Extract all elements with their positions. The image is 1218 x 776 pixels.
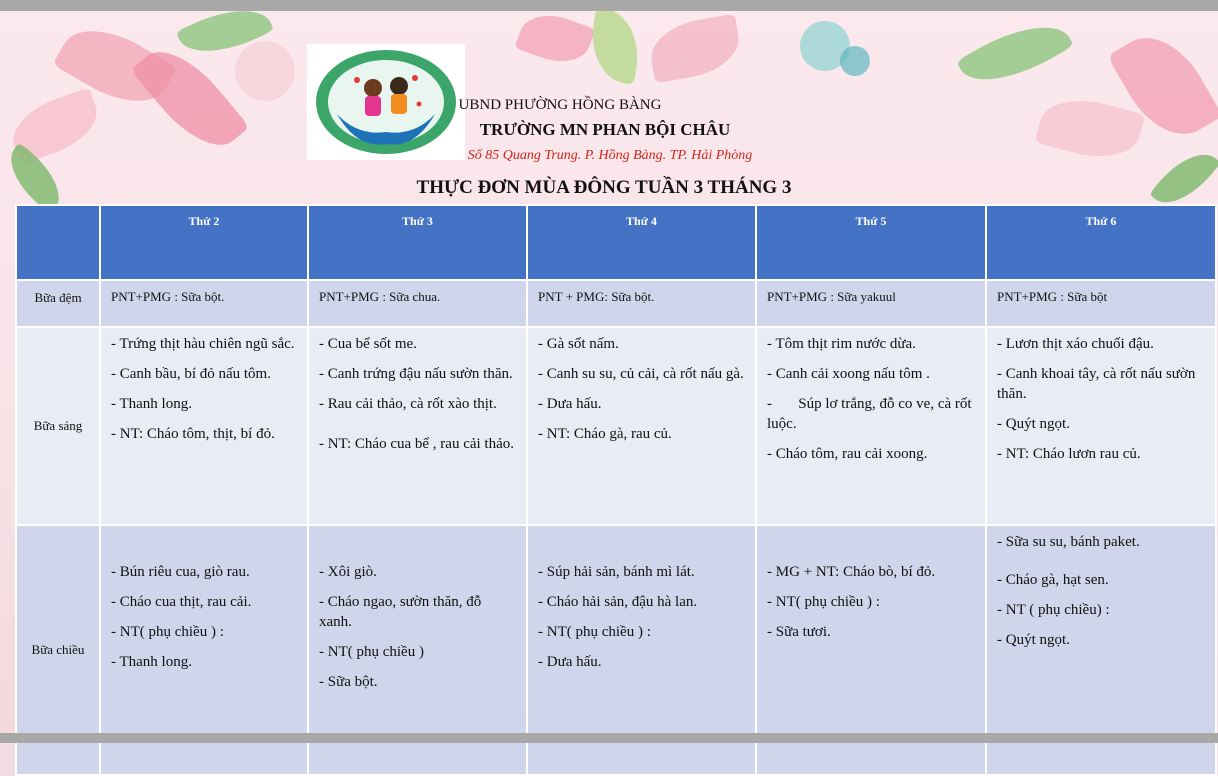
menu-item: - Sữa su su, bánh paket.	[997, 534, 1140, 550]
menu-item: - NT( phụ chiều ) :	[767, 594, 880, 610]
menu-item: - Sữa bột.	[319, 674, 378, 690]
menu-item: - MG + NT: Cháo bò, bí đỏ.	[767, 564, 936, 580]
header-empty-cell	[16, 205, 100, 280]
menu-item: - Cháo cua thịt, rau cải.	[111, 594, 252, 610]
menu-item: - Cháo gà, hạt sen.	[997, 572, 1109, 588]
menu-item: - Rau cải thảo, cà rốt xào thịt.	[319, 396, 497, 412]
menu-item: - Súp lơ trắng, đỗ co ve, cà rốt luộc.	[767, 396, 976, 432]
header-day-fri: Thứ 6	[986, 205, 1216, 280]
menu-item: - Gà sốt nấm.	[538, 336, 619, 352]
menu-title: THỰC ĐƠN MÙA ĐÔNG TUẦN 3 THÁNG 3	[416, 177, 792, 198]
menu-cell: PNT+PMG : Sữa bột.	[100, 280, 308, 327]
menu-item: - Cháo hải sản, đậu hà lan.	[538, 594, 698, 610]
menu-cell	[308, 327, 527, 525]
weekly-menu-table	[15, 204, 1217, 776]
menu-cell	[527, 327, 756, 525]
menu-item: - NT( phụ chiều )	[319, 644, 424, 660]
menu-item: - NT: Cháo tôm, thịt, bí đỏ.	[111, 426, 275, 442]
blank-line	[319, 424, 516, 434]
table-row	[16, 327, 1216, 525]
menu-cell	[986, 327, 1216, 525]
menu-cell	[100, 327, 308, 525]
menu-item: - Sữa tươi.	[767, 624, 831, 640]
meal-label: Bữa chiều	[16, 525, 100, 775]
menu-item: - Tôm thịt rim nước dừa.	[767, 336, 916, 352]
menu-item: - NT: Cháo cua bể , rau cải thảo.	[319, 436, 515, 452]
menu-item: - Canh su su, củ cải, cà rốt nấu gà.	[538, 366, 744, 382]
document-header	[0, 11, 1218, 201]
menu-item: - Súp hải sản, bánh mì lát.	[538, 564, 695, 580]
menu-item: - Trứng thịt hàu chiên ngũ sắc.	[111, 336, 295, 352]
menu-item: - Cháo tôm, rau cải xoong.	[767, 446, 928, 462]
menu-item: - NT( phụ chiều ) :	[111, 624, 224, 640]
menu-item: - NT( phụ chiều ) :	[538, 624, 651, 640]
menu-item: - Cua bể sốt me.	[319, 336, 417, 352]
table-row	[16, 280, 1216, 327]
menu-item: - Dưa hấu.	[538, 396, 602, 412]
top-border	[0, 0, 1218, 11]
menu-cell: PNT+PMG : Sữa chua.	[308, 280, 527, 327]
menu-item: - Thanh long.	[111, 654, 192, 670]
bottom-border	[0, 733, 1218, 743]
menu-item: - Quýt ngọt.	[997, 416, 1070, 432]
meal-label: Bữa đệm	[16, 280, 100, 327]
menu-item: - Xôi giò.	[319, 564, 377, 580]
menu-item: - Dưa hấu.	[538, 654, 602, 670]
menu-cell: PNT+PMG : Sữa bột	[986, 280, 1216, 327]
meal-label: Bữa sáng	[16, 327, 100, 525]
menu-item: - Quýt ngọt.	[997, 632, 1070, 648]
menu-item: - Canh trứng đậu nấu sườn thăn.	[319, 366, 513, 382]
header-day-mon: Thứ 2	[100, 205, 308, 280]
ward-name: UBND PHƯỜNG HỒNG BÀNG	[458, 97, 662, 113]
menu-cell	[756, 327, 986, 525]
menu-item: - Canh bầu, bí đỏ nấu tôm.	[111, 366, 271, 382]
menu-item: - Lươn thịt xáo chuối đậu.	[997, 336, 1154, 352]
menu-item: - Canh khoai tây, cà rốt nấu sườn thăn.	[997, 366, 1196, 402]
school-address: Số 85 Quang Trung. P. Hồng Bàng. TP. Hải Phòng	[467, 148, 753, 163]
menu-item: - Bún riêu cua, giò rau.	[111, 564, 250, 580]
menu-item: - NT: Cháo gà, rau củ.	[538, 426, 672, 442]
menu-item: - Thanh long.	[111, 396, 192, 412]
school-name: TRƯỜNG MN PHAN BỘI CHÂU	[479, 120, 731, 139]
menu-item: - NT: Cháo lươn rau củ.	[997, 446, 1141, 462]
header-day-wed: Thứ 4	[527, 205, 756, 280]
menu-item: - Canh cải xoong nấu tôm .	[767, 366, 930, 382]
menu-cell: PNT+PMG : Sữa yakuul	[756, 280, 986, 327]
menu-item: - Cháo ngao, sườn thăn, đỗ xanh.	[319, 594, 482, 630]
header-day-tue: Thứ 3	[308, 205, 527, 280]
table-header-row	[16, 205, 1216, 280]
menu-cell: PNT + PMG: Sữa bột.	[527, 280, 756, 327]
menu-item: - NT ( phụ chiều) :	[997, 602, 1110, 618]
header-day-thu: Thứ 5	[756, 205, 986, 280]
